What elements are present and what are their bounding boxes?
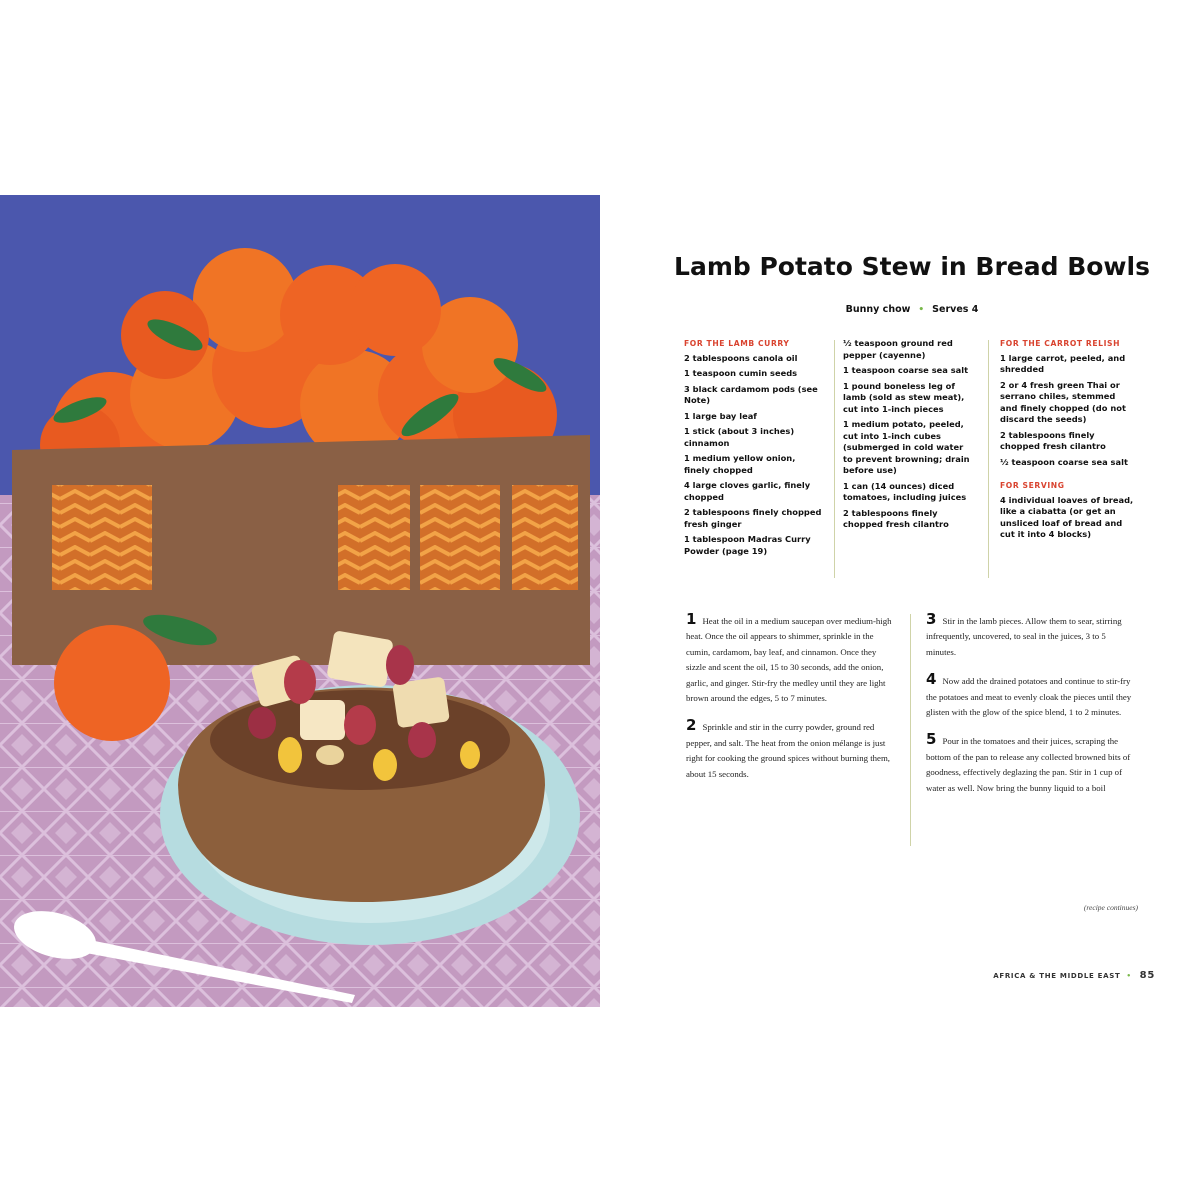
footer-dot: •	[1126, 972, 1132, 980]
ingredient-item: 1 teaspoon cumin seeds	[684, 368, 798, 378]
recipe-servings: Serves 4	[932, 304, 979, 315]
column-divider	[988, 340, 989, 578]
step-text: Sprinkle and stir in the curry powder, ground red pepper, and salt. The heat from the onion mélange is just right for cooking the ground spices without burning them, about 15 seconds.	[686, 722, 891, 779]
step-text: Now add the drained potatoes and continue to stir-fry the potatoes and meat to evenly cloak the pieces until they glisten with the glow of the spice blend, 1 to 2 minutes.	[926, 676, 1132, 718]
ingredient-item: 1 tablespoon Madras Curry Powder (page 19)	[684, 534, 811, 556]
recipe-step	[686, 718, 893, 782]
steps-column-1	[686, 612, 893, 794]
page-number: 85	[1139, 970, 1155, 981]
page-footer	[940, 970, 1155, 981]
column-divider	[834, 340, 835, 578]
step-number: 4	[926, 670, 937, 689]
ingredient-item: 2 tablespoons finely chopped fresh cilantro	[843, 507, 949, 529]
ingredient-item: 2 tablespoons canola oil	[684, 352, 798, 363]
step-number: 3	[926, 610, 937, 628]
steps-column-2	[926, 612, 1136, 808]
ingredient-item: 1 large bay leaf	[684, 410, 757, 421]
recipe-meta	[612, 304, 1200, 315]
recipe-category: Bunny chow	[845, 304, 911, 315]
step-text: Pour in the tomatoes and their juices, scraping the bottom of the pan to release any collected browned bits of goodness, effectively deglazing the pan. Stir in 1 cup of water as well. Now bring the bunny liquid to a boil	[926, 736, 1131, 793]
ingredient-item: 2 tablespoons finely chopped fresh ginger	[684, 507, 822, 529]
meta-separator: •	[918, 305, 925, 315]
recipe-title: Lamb Potato Stew in Bread Bowls	[674, 252, 1150, 281]
section-header-lamb-curry: FOR THE LAMB CURRY	[684, 339, 790, 348]
ingredient-item: ½ teaspoon ground red pepper (cayenne)	[843, 338, 953, 360]
serving-list	[1000, 495, 1135, 541]
ingredients-column-1	[684, 338, 824, 561]
ingredient-item: 3 black cardamom pods (see Note)	[684, 383, 818, 405]
ingredient-item: 1 stick (about 3 inches) cinnamon	[684, 426, 795, 448]
ingredient-item: 1 can (14 ounces) diced tomatoes, including juices	[843, 480, 967, 502]
ingredient-item: 1 large carrot, peeled, and shredded	[1000, 352, 1126, 374]
lamb-curry-list-continued	[843, 338, 973, 531]
step-number: 2	[686, 716, 697, 735]
ingredients-column-3	[1000, 338, 1135, 545]
section-header-carrot-relish: FOR THE CARROT RELISH	[1000, 339, 1121, 348]
ingredient-item: 2 or 4 fresh green Thai or serrano chiles, stemmed and finely chopped (do not discard the seeds)	[1000, 379, 1126, 424]
lamb-curry-list	[684, 353, 824, 558]
recipe-step	[686, 612, 893, 706]
column-divider	[910, 614, 911, 846]
ingredient-item: 1 teaspoon coarse sea salt	[843, 365, 969, 375]
section-name: AFRICA & THE MIDDLE EAST	[993, 972, 1121, 980]
carrot-relish-list	[1000, 353, 1135, 469]
stew-illustration	[0, 195, 600, 1007]
section-header-serving: FOR SERVING	[1000, 481, 1065, 490]
ingredient-item: 2 tablespoons finely chopped fresh cilantro	[1000, 429, 1106, 451]
ingredient-item: 1 pound boneless leg of lamb (sold as stew meat), cut into 1-inch pieces	[843, 380, 965, 414]
ingredient-item: 1 medium potato, peeled, cut into 1-inch cubes (submerged in cold water to prevent browning; drain before use)	[843, 419, 970, 475]
recipe-step	[926, 672, 1136, 720]
recipe-step	[926, 732, 1136, 796]
recipe-continues-note: (recipe continues)	[1083, 903, 1138, 912]
ingredient-item: 1 medium yellow onion, finely chopped	[684, 453, 796, 475]
ingredient-item: 4 large cloves garlic, finely chopped	[684, 480, 811, 502]
step-text: Heat the oil in a medium saucepan over medium-high heat. Once the oil appears to shimmer, sprinkle in the cumin, cardamom, bay leaf, and cinnamon. Once they sizzle and scent the oil, 15 to 30 seconds, add the onion, garlic, and ginger. Stir-fry the medley until they are light brown around the edges, 5 to 7 minutes.	[686, 616, 892, 704]
ingredient-item: ½ teaspoon coarse sea salt	[1000, 456, 1128, 467]
ingredient-item: 4 individual loaves of bread, like a ciabatta (or get an unsliced loaf of bread and cut it into 4 blocks)	[1000, 494, 1134, 539]
recipe-step	[926, 612, 1136, 660]
step-number: 5	[926, 730, 937, 749]
step-text: Stir in the lamb pieces. Allow them to sear, stirring infrequently, uncovered, to seal in the juices, 3 to 5 minutes.	[926, 616, 1122, 657]
step-number: 1	[686, 610, 697, 628]
ingredients-column-2	[843, 338, 973, 535]
